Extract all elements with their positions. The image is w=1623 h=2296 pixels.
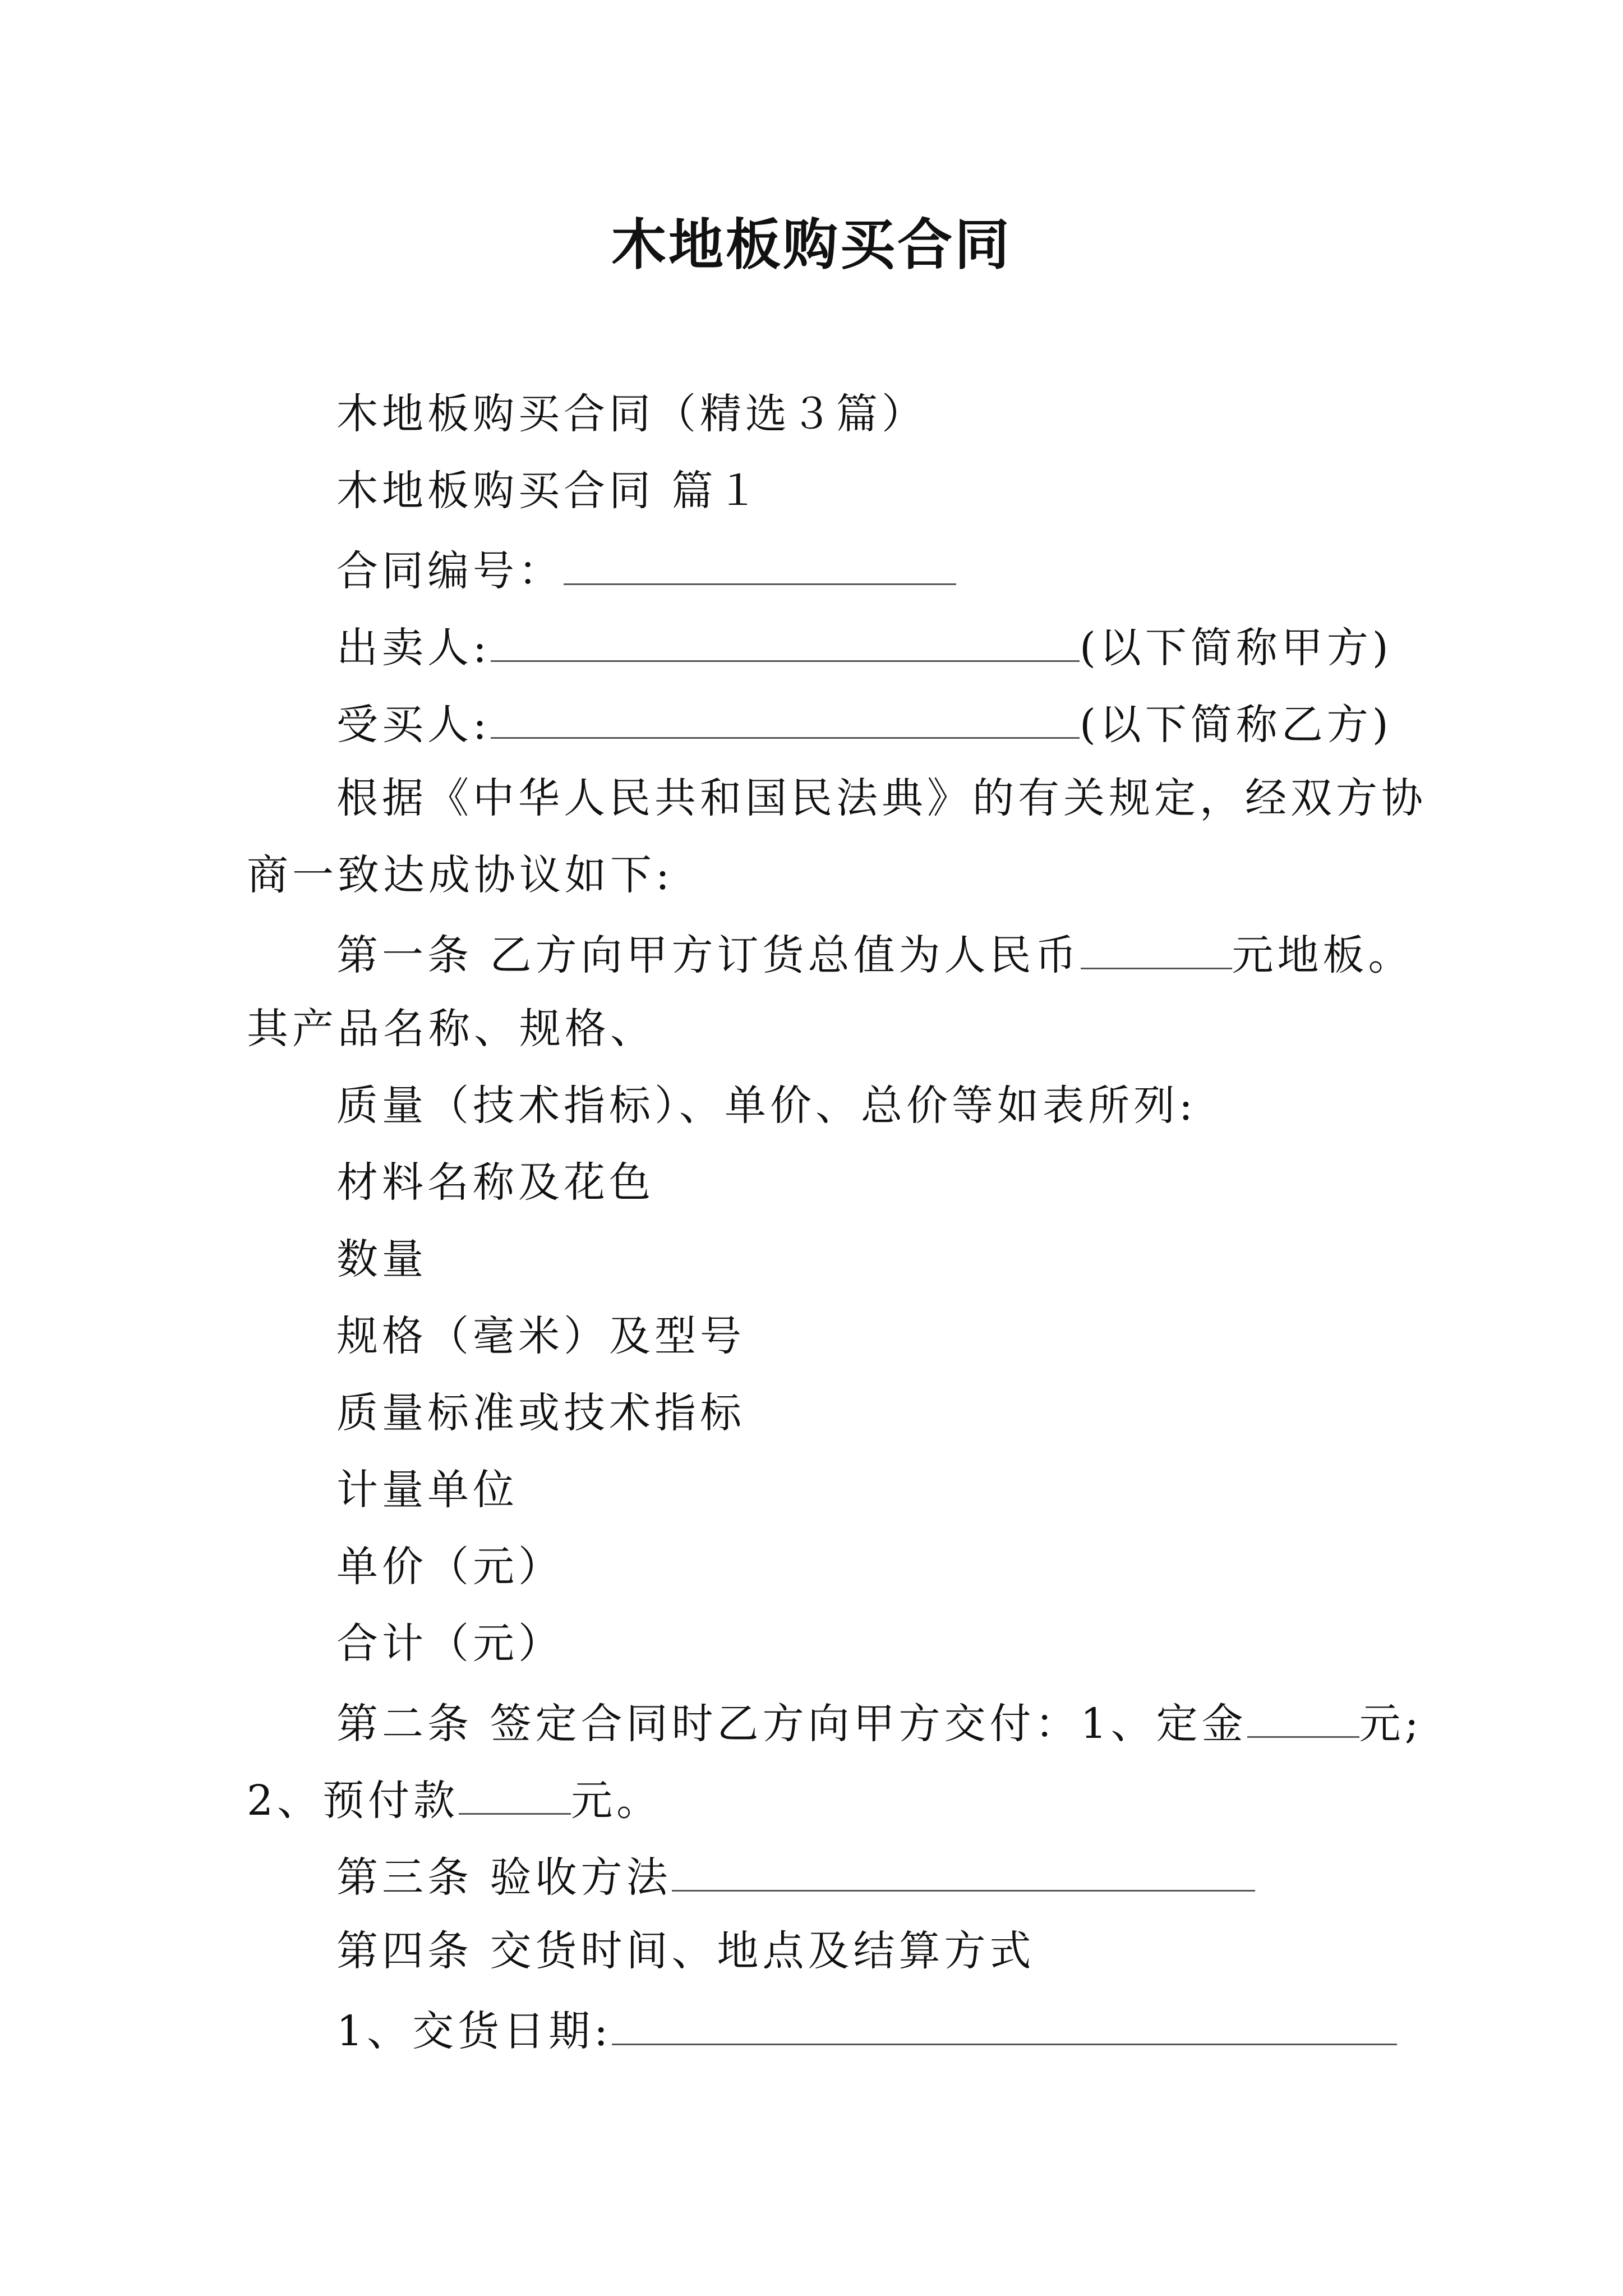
article-1-line-2: 其产品名称、规格、 — [247, 1005, 656, 1053]
seller-line — [336, 616, 1393, 676]
column-quality: 质量标准或技术指标 — [336, 1389, 745, 1437]
prepayment-label: 2、预付款 — [247, 1777, 459, 1825]
buyer-blank — [491, 693, 1080, 739]
article-1-text: 第一条 乙方向甲方订货总值为人民币 — [336, 931, 1081, 979]
intro-line-1: 根据《中华人民共和国民法典》的有关规定，经双方协 — [336, 774, 1427, 822]
column-total: 合计（元） — [336, 1619, 564, 1668]
column-unit-price: 单价（元） — [336, 1543, 564, 1591]
article-1-line-3: 质量（技术指标）、单价、总价等如表所列: — [336, 1082, 1197, 1130]
buyer-line — [336, 693, 1393, 753]
delivery-date-blank — [612, 2000, 1397, 2045]
column-quantity: 数量 — [336, 1235, 427, 1283]
total-value-blank — [1081, 924, 1232, 969]
contract-number-blank — [564, 540, 956, 585]
seller-suffix: (以下简称甲方) — [1079, 624, 1393, 672]
contract-number-line — [336, 540, 956, 599]
prepayment-unit: 元。 — [571, 1777, 662, 1825]
column-spec: 规格（毫米）及型号 — [336, 1312, 745, 1360]
seller-label: 出卖人: — [336, 624, 491, 672]
contract-number-label: 合同编号： — [336, 547, 564, 595]
deposit-blank — [1247, 1692, 1359, 1738]
seller-blank — [491, 616, 1080, 662]
part-heading: 木地板购买合同 篇１ — [336, 467, 763, 515]
delivery-date-line — [336, 2000, 1397, 2059]
article-3-line — [336, 1846, 1255, 1906]
article-2-unit: 元; — [1359, 1700, 1423, 1748]
intro-line-2: 商一致达成协议如下: — [247, 851, 674, 899]
delivery-date-label: 1、交货日期: — [336, 2007, 612, 2055]
acceptance-method-blank — [672, 1846, 1255, 1892]
article-1-line-1 — [336, 924, 1414, 983]
document-title: 木地板购买合同 — [611, 213, 1012, 277]
article-2-line-2 — [247, 1769, 662, 1829]
article-4-line: 第四条 交货时间、地点及结算方式 — [336, 1927, 1035, 1975]
subtitle: 木地板购买合同（精选３篇） — [336, 390, 927, 438]
column-unit: 计量单位 — [336, 1466, 518, 1514]
column-material: 材料名称及花色 — [336, 1158, 654, 1207]
article-3-text: 第三条 验收方法 — [336, 1853, 672, 1902]
prepayment-blank — [459, 1769, 571, 1815]
article-1-unit: 元地板。 — [1232, 931, 1414, 979]
buyer-suffix: (以下简称乙方) — [1079, 701, 1393, 749]
buyer-label: 受买人: — [336, 701, 491, 749]
article-2-text: 第二条 签定合同时乙方向甲方交付：1、定金 — [336, 1700, 1247, 1748]
article-2-line-1 — [336, 1692, 1423, 1752]
